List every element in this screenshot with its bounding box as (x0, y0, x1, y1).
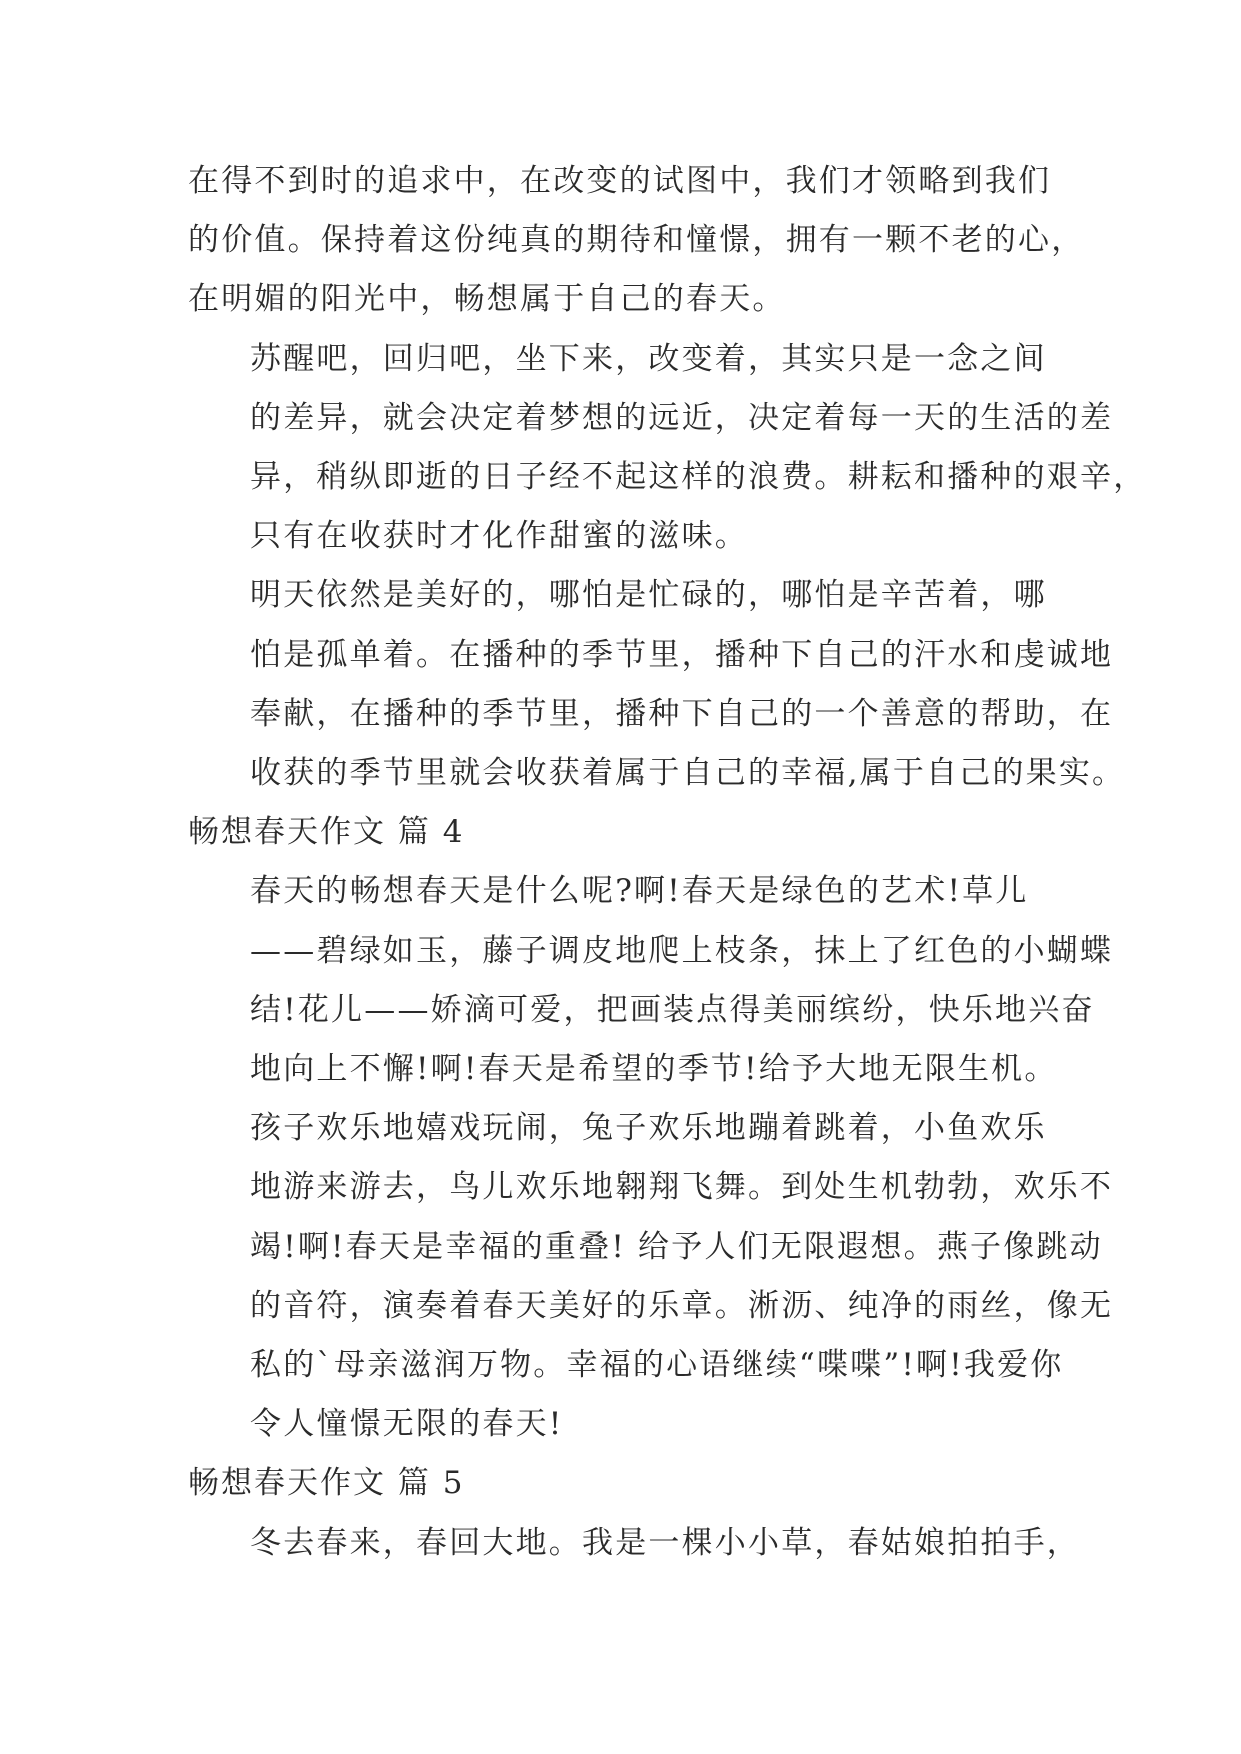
paragraph (188, 152, 1085, 330)
text-line: 怕是孤单着。在播种的季节里，播种下自己的汗水和虔诚地 (250, 636, 1114, 673)
text-line: 收获的季节里就会收获着属于自己的幸福,属于自己的果实。 (250, 755, 1126, 792)
paragraph (188, 1514, 1080, 1573)
text-line: 孩子欢乐地嬉戏玩闹，兔子欢乐地蹦着跳着，小鱼欢乐 (250, 1110, 1047, 1147)
text-line: 地游来游去，鸟儿欢乐地翱翔飞舞。到处生机勃勃，欢乐不 (250, 1169, 1114, 1206)
text-line: 的音符，演奏着春天美好的乐章。淅沥、纯净的雨丝，像无 (250, 1287, 1114, 1324)
paragraph (188, 330, 1147, 567)
text-line: 春天的畅想春天是什么呢?啊!春天是绿色的艺术!草儿 (250, 873, 1029, 910)
text-line: 异，稍纵即逝的日子经不起这样的浪费。耕耘和播种的艰辛， (250, 459, 1147, 496)
text-line: 冬去春来，春回大地。我是一棵小小草，春姑娘拍拍手， (250, 1524, 1080, 1561)
text-line: 的价值。保持着这份纯真的期待和憧憬，拥有一颗不老的心， (188, 222, 1085, 259)
section-heading: 畅想春天作文 篇 4 (188, 814, 465, 851)
text-line: ——碧绿如玉，藤子调皮地爬上枝条，抹上了红色的小蝴蝶 (250, 932, 1114, 969)
text-line: 在得不到时的追求中，在改变的试图中，我们才领略到我们 (188, 163, 1052, 199)
paragraph (188, 566, 1126, 803)
section-heading: 畅想春天作文 篇 5 (188, 1465, 465, 1502)
text-line: 在明媚的阳光中，畅想属于自己的春天。 (188, 281, 786, 318)
text-line: 竭!啊!春天是幸福的重叠! 给予人们无限遐想。燕子像跳动 (250, 1228, 1103, 1265)
text-line: 的差异，就会决定着梦想的远近，决定着每一天的生活的差 (250, 399, 1114, 436)
paragraph (188, 1099, 1114, 1454)
text-line: 令人憧憬无限的春天! (250, 1406, 564, 1443)
text-line: 结!花儿——娇滴可爱，把画装点得美丽缤纷，快乐地兴奋 (250, 991, 1095, 1028)
text-line: 私的`母亲滋润万物。幸福的心语继续“喋喋”!啊!我爱你 (250, 1347, 1064, 1384)
text-line: 苏醒吧，回归吧，坐下来，改变着，其实只是一念之间 (250, 340, 1047, 377)
text-line: 明天依然是美好的，哪怕是忙碌的，哪怕是辛苦着，哪 (250, 577, 1047, 614)
paragraph (188, 862, 1114, 1099)
text-line: 奉献，在播种的季节里，播种下自己的一个善意的帮助，在 (250, 695, 1114, 732)
text-line: 地向上不懈!啊!春天是希望的季节!给予大地无限生机。 (250, 1051, 1058, 1088)
text-line: 只有在收获时才化作甜蜜的滋味。 (250, 518, 748, 555)
document-body (188, 152, 1147, 1573)
